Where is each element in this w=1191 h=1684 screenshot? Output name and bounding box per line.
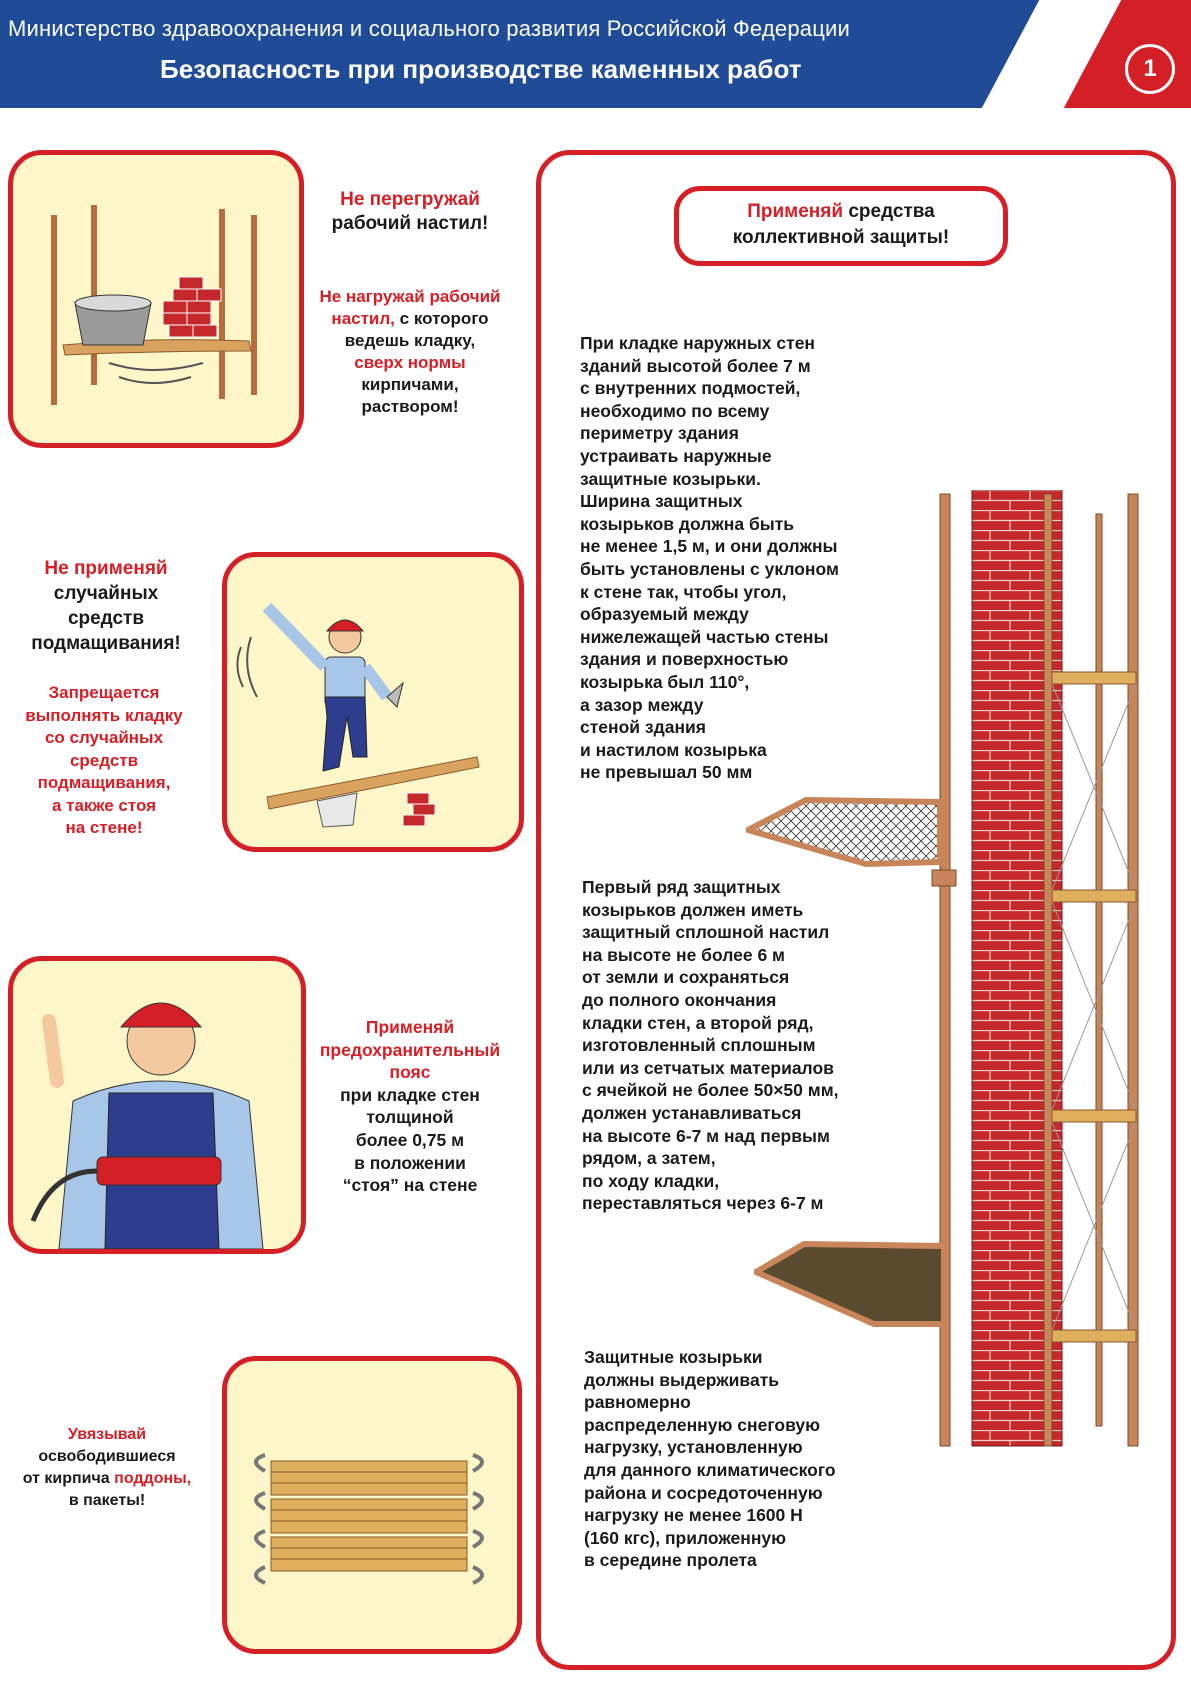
canopy-load-text: Защитные козырьки должны выдерживать равномерно распределенную снеговую нагрузку, установленную для данного климатического района и сосредоточенную нагрузку не менее 1600 Н (160 кгс), приложенную в середине пролета xyxy=(584,1347,836,1571)
panel-scaffold-illustration xyxy=(222,552,524,852)
panel2-text xyxy=(6,556,206,656)
canopy-rows-text: Первый ряд защитных козырьков должен иметь защитный сплошной настил на высоте не более 6 м от земли и сохраняться до полного окончания кладки стен, а второй ряд, изготовленный сплошным или из сетчатых материалов с ячейкой не более 50×50 мм, должен устанавливаться на высоте 6-7 м над первым рядом, а затем, по ходу кладки, переставляться через 6-7 м xyxy=(582,877,839,1214)
panel1-details xyxy=(300,286,520,418)
belt-line-1: при кладке стен xyxy=(340,1084,480,1105)
canopy-requirements-text: При кладке наружных стен зданий высотой более 7 м с внутренних подмостей, необходимо по всему периметру здания устраивать наружные защитные козырьки. Ширина защитных козырьков должна быть не менее 1,5 м, и они должны быть установлены с уклоном к стене так, чтобы угол, образуемый между нижележащей частью стены здания и поверхностью козырька был 110°, а зазор между стеной здания и настилом козырька не превышал 50 мм xyxy=(580,333,839,783)
mesh-canopy-icon xyxy=(746,796,946,896)
belt-title-2: предохранительный xyxy=(319,1039,501,1060)
panel2-details xyxy=(4,682,204,840)
overload-line-1: Не нагружай рабочий xyxy=(319,287,501,306)
panel-belt-illustration xyxy=(8,956,306,1254)
collective-protection-callout xyxy=(674,186,1008,266)
collective-black-1: средства xyxy=(848,201,935,222)
overload-line-4: сверх нормы xyxy=(354,353,466,372)
belt-title-3: пояс xyxy=(389,1062,431,1083)
page-title: Безопасность при производстве каменных работ xyxy=(160,54,802,84)
scaffold-detail-2: выполнять кладку xyxy=(25,705,183,725)
collective-red: Применяй xyxy=(747,201,844,222)
panel-overload-illustration xyxy=(8,150,304,448)
page-header xyxy=(0,0,1191,108)
overload-title-red: Не перегружай xyxy=(340,189,480,210)
unstable-worker-icon xyxy=(227,557,519,847)
pallet-line-2a: от кирпича xyxy=(22,1470,110,1487)
belt-title-1: Применяй xyxy=(365,1017,455,1037)
collective-black-2: коллективной защиты! xyxy=(732,227,950,248)
ministry-name: Министерство здравоохранения и социального развития Российской Федерации xyxy=(8,16,850,41)
panel3-text xyxy=(298,1016,522,1197)
panel-pallets-illustration xyxy=(222,1356,522,1654)
overload-line-3: ведешь кладку, xyxy=(344,331,476,350)
scaffold-detail-5: подмащивания, xyxy=(37,773,171,792)
scaffold-detail-7: на стене! xyxy=(65,818,143,837)
panel1-text xyxy=(300,188,520,236)
overloaded-deck-icon xyxy=(13,155,299,443)
scaffold-line-1: случайных xyxy=(53,583,159,604)
page-number-badge: 1 xyxy=(1125,44,1175,94)
pallet-line-2b: поддоны, xyxy=(114,1470,192,1487)
overload-title-black: рабочий настил! xyxy=(331,212,489,234)
scaffold-detail-6: а также стоя xyxy=(51,795,157,815)
scaffold-line-2: средств xyxy=(67,608,145,629)
belt-line-5: “стоя” на стене xyxy=(342,1175,478,1196)
scaffold-detail-3: со случайных xyxy=(44,728,164,747)
scaffold-title-red: Не применяй xyxy=(44,558,168,579)
pallet-line-1: освободившиеся xyxy=(38,1448,176,1465)
safety-belt-worker-icon xyxy=(13,961,301,1249)
scaffold-detail-1: Запрещается xyxy=(48,683,160,702)
belt-line-2: толщиной xyxy=(366,1107,454,1128)
overload-line-2b: с которого xyxy=(399,309,489,328)
belt-line-3: более 0,75 м xyxy=(355,1129,465,1150)
pallet-line-3: в пакеты! xyxy=(68,1492,146,1509)
overload-line-5: кирпичами, xyxy=(361,375,459,394)
overload-line-6: раствором! xyxy=(361,397,459,416)
pallet-title: Увязывай xyxy=(67,1426,147,1443)
solid-canopy-icon xyxy=(754,1238,954,1348)
panel4-text xyxy=(4,1424,210,1512)
belt-line-4: в положении xyxy=(354,1152,466,1173)
scaffold-line-3: подмащивания! xyxy=(31,633,181,654)
wall-scaffold-icon xyxy=(930,490,1160,1450)
scaffold-detail-4: средств xyxy=(69,750,139,770)
pallet-stack-icon xyxy=(227,1361,517,1649)
overload-line-2a: настил, xyxy=(331,309,395,328)
